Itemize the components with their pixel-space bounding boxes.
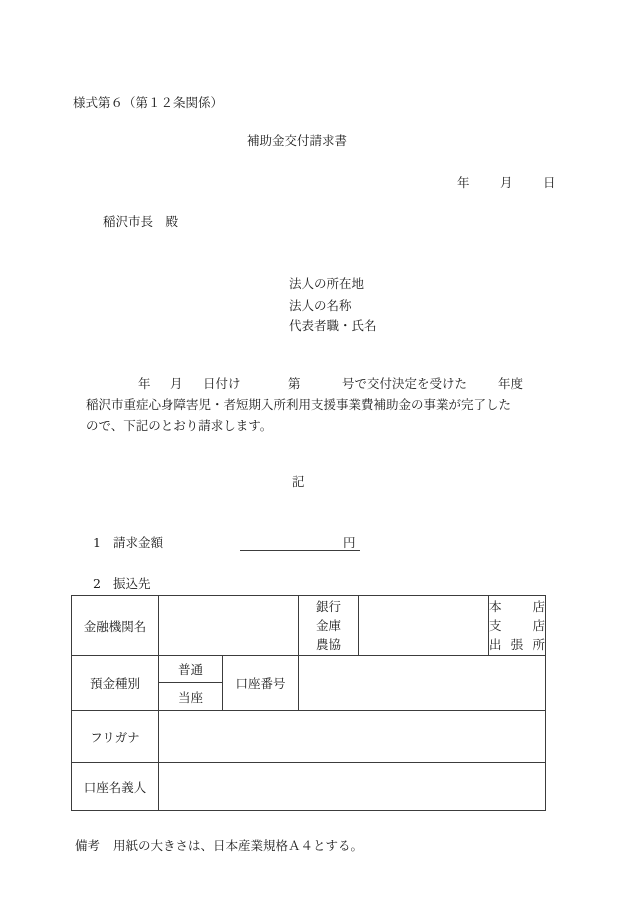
corporation-address-label: 法人の所在地 xyxy=(289,276,365,291)
body-paragraph-line1 xyxy=(0,374,630,394)
table-row-furigana xyxy=(72,711,546,763)
bank-transfer-table xyxy=(71,595,546,811)
deposit-type-current-cell: 当座 xyxy=(159,683,223,711)
account-holder-field xyxy=(159,763,546,811)
table-row-deposit-type-top xyxy=(72,656,546,683)
body-decision-text: 号で交付決定を受けた xyxy=(342,376,468,391)
body-day-dated: 日付け xyxy=(203,376,241,391)
body-paragraph-line3: ので、下記のとおり請求します。 xyxy=(86,418,273,433)
transfer-item-number: 2 xyxy=(93,576,101,591)
representative-label: 代表者職・氏名 xyxy=(289,318,377,333)
transfer-item-label: 振込先 xyxy=(113,576,151,591)
body-paragraph-line2: 稲沢市重症心身障害児・者短期入所利用支援事業費補助金の事業が完了した xyxy=(86,397,512,412)
transfer-item-line xyxy=(0,574,630,594)
table-row-account-holder xyxy=(72,763,546,811)
amount-item-label: 請求金額 xyxy=(113,535,164,550)
body-fiscal-year: 年度 xyxy=(498,376,524,391)
form-number: 様式第６（第１２条関係） xyxy=(73,95,224,110)
record-marker: 記 xyxy=(292,474,305,489)
branch-type-sub-branch: 出張所 xyxy=(489,637,545,652)
document-title: 補助金交付請求書 xyxy=(247,133,348,148)
institution-type-cell xyxy=(299,596,359,656)
body-number-prefix: 第 xyxy=(288,376,301,391)
remarks-text: 用紙の大きさは、日本産業規格Ａ４とする。 xyxy=(113,838,364,853)
remarks-line xyxy=(0,836,630,856)
furigana-label-cell: フリガナ xyxy=(72,711,159,763)
institution-type-nokyo: 農協 xyxy=(315,637,341,652)
corporation-name-label: 法人の名称 xyxy=(289,298,352,313)
table-row-institution xyxy=(72,596,546,656)
institution-label-cell: 金融機関名 xyxy=(72,596,159,656)
institution-type-shinkin: 金庫 xyxy=(315,618,341,633)
branch-type-head-office: 本 店 xyxy=(489,599,545,614)
deposit-type-ordinary-cell: 普通 xyxy=(159,656,223,683)
body-month: 月 xyxy=(170,376,183,391)
branch-type-cell xyxy=(489,596,546,656)
date-line: 年 月 日 xyxy=(457,175,565,190)
amount-unit-yen: 円 xyxy=(343,535,356,550)
institution-type-bank: 銀行 xyxy=(315,599,341,614)
amount-item-number: 1 xyxy=(93,535,101,550)
amount-fill-in-line xyxy=(240,550,360,551)
addressee-line: 稲沢市長 殿 xyxy=(103,214,179,229)
remarks-label: 備考 xyxy=(75,838,101,853)
account-number-field xyxy=(299,656,546,711)
branch-name-field xyxy=(359,596,489,656)
branch-type-branch: 支 店 xyxy=(489,618,545,633)
deposit-type-label-cell: 預金種別 xyxy=(72,656,159,711)
account-holder-label-cell: 口座名義人 xyxy=(72,763,159,811)
account-number-label-cell: 口座番号 xyxy=(223,656,299,711)
furigana-field xyxy=(159,711,546,763)
body-year: 年 xyxy=(138,376,151,391)
bank-name-field xyxy=(159,596,299,656)
